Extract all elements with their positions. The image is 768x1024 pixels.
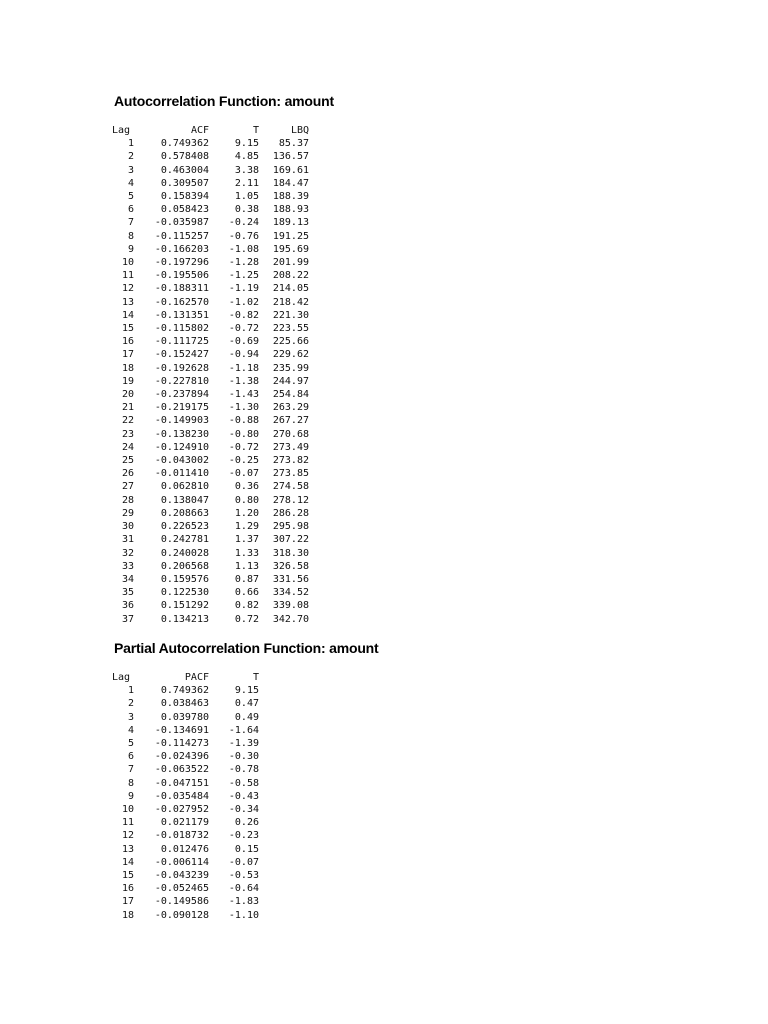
acf-cell-lag: 27	[121, 481, 134, 493]
acf-cell-lag: 28	[121, 494, 134, 506]
table-row	[112, 520, 309, 533]
acf-cell-lbq: 263.29	[272, 402, 309, 414]
acf-cell-lag: 30	[121, 521, 134, 533]
acf-cell-lbq: 218.42	[272, 296, 309, 308]
acf-cell-t: 1.29	[234, 521, 259, 533]
acf-cell-lag: 24	[121, 441, 134, 453]
acf-cell-acf: 0.242781	[160, 534, 209, 546]
table-row	[112, 586, 309, 599]
pacf-cell-t: -1.83	[228, 896, 259, 908]
acf-cell-lbq: 286.28	[272, 507, 309, 519]
pacf-cell-t: -0.78	[228, 764, 259, 776]
acf-cell-lbq: 318.30	[272, 547, 309, 559]
acf-header-lag: Lag	[112, 125, 131, 136]
pacf-cell-pacf: -0.149586	[154, 896, 209, 908]
acf-cell-lag: 8	[127, 230, 134, 242]
acf-cell-acf: 0.226523	[160, 521, 209, 533]
acf-cell-lbq: 214.05	[272, 283, 309, 295]
pacf-cell-pacf: 0.038463	[160, 698, 209, 710]
pacf-cell-t: -0.64	[228, 883, 259, 895]
pacf-cell-pacf: 0.021179	[160, 817, 209, 829]
acf-cell-lag: 19	[121, 375, 134, 387]
acf-cell-lbq: 339.08	[272, 600, 309, 612]
table-row	[112, 560, 309, 573]
acf-cell-lbq: 273.85	[272, 468, 309, 480]
acf-cell-acf: 0.749362	[160, 138, 209, 150]
pacf-cell-t: -0.23	[228, 830, 259, 842]
table-row	[112, 856, 259, 869]
table-row	[112, 599, 309, 612]
table-row	[112, 711, 259, 724]
acf-cell-acf: -0.111725	[154, 336, 209, 348]
acf-cell-lag: 32	[121, 547, 134, 559]
pacf-cell-t: -0.53	[228, 870, 259, 882]
acf-cell-acf: 0.151292	[160, 600, 209, 612]
pacf-cell-lag: 14	[121, 856, 134, 868]
acf-table	[112, 124, 309, 626]
pacf-cell-pacf: -0.114273	[154, 738, 209, 750]
acf-cell-t: 0.36	[234, 481, 259, 493]
pacf-cell-lag: 8	[127, 777, 134, 789]
pacf-cell-pacf: 0.039780	[160, 711, 209, 723]
acf-cell-t: -1.02	[228, 296, 259, 308]
acf-cell-lag: 1	[127, 138, 134, 150]
acf-cell-acf: -0.115257	[154, 230, 209, 242]
acf-cell-t: 1.05	[234, 191, 259, 203]
acf-cell-lbq: 244.97	[272, 375, 309, 387]
acf-cell-acf: -0.219175	[154, 402, 209, 414]
pacf-cell-t: -0.07	[228, 856, 259, 868]
pacf-cell-pacf: -0.134691	[154, 724, 209, 736]
acf-cell-lag: 26	[121, 468, 134, 480]
acf-cell-lag: 10	[121, 257, 134, 269]
pacf-header-lag: Lag	[112, 672, 131, 683]
table-row	[112, 737, 259, 750]
pacf-cell-lag: 13	[121, 843, 134, 855]
acf-cell-lbq: 201.99	[272, 257, 309, 269]
table-row	[112, 829, 259, 842]
acf-cell-lag: 11	[121, 270, 134, 282]
acf-cell-acf: -0.162570	[154, 296, 209, 308]
acf-cell-t: 1.33	[234, 547, 259, 559]
acf-cell-t: -0.72	[228, 441, 259, 453]
acf-cell-acf: -0.227810	[154, 375, 209, 387]
acf-cell-lbq: 229.62	[272, 349, 309, 361]
acf-cell-lbq: 191.25	[272, 230, 309, 242]
acf-cell-t: -1.19	[228, 283, 259, 295]
acf-cell-lag: 12	[121, 283, 134, 295]
table-row	[112, 909, 259, 922]
acf-cell-lbq: 136.57	[272, 151, 309, 163]
pacf-cell-pacf: 0.749362	[160, 685, 209, 697]
table-row	[112, 150, 309, 163]
table-row	[112, 480, 309, 493]
acf-cell-lbq: 208.22	[272, 270, 309, 282]
table-row	[112, 428, 309, 441]
acf-cell-t: 0.87	[234, 573, 259, 585]
acf-cell-lbq: 85.37	[278, 138, 309, 150]
acf-cell-lbq: 331.56	[272, 573, 309, 585]
table-row	[112, 816, 259, 829]
acf-cell-lbq: 254.84	[272, 389, 309, 401]
pacf-cell-t: -0.58	[228, 777, 259, 789]
pacf-cell-pacf: -0.043239	[154, 870, 209, 882]
acf-cell-lag: 4	[127, 177, 134, 189]
acf-cell-lag: 16	[121, 336, 134, 348]
acf-cell-lbq: 221.30	[272, 309, 309, 321]
acf-cell-t: -0.80	[228, 428, 259, 440]
acf-cell-lbq: 184.47	[272, 177, 309, 189]
acf-cell-lag: 37	[121, 613, 134, 625]
pacf-cell-t: -1.10	[228, 909, 259, 921]
acf-header-acf: ACF	[190, 125, 209, 136]
table-row	[112, 882, 259, 895]
table-row	[112, 684, 259, 697]
table-row	[112, 613, 309, 626]
acf-cell-lag: 3	[127, 164, 134, 176]
acf-cell-t: 1.20	[234, 507, 259, 519]
acf-cell-acf: -0.043002	[154, 455, 209, 467]
acf-cell-acf: 0.058423	[160, 204, 209, 216]
acf-cell-acf: -0.195506	[154, 270, 209, 282]
table-row	[112, 494, 309, 507]
acf-cell-t: 0.38	[234, 204, 259, 216]
acf-cell-acf: -0.131351	[154, 309, 209, 321]
acf-cell-t: -0.69	[228, 336, 259, 348]
pacf-cell-pacf: -0.018732	[154, 830, 209, 842]
acf-cell-t: -1.08	[228, 243, 259, 255]
table-row	[112, 414, 309, 427]
acf-cell-lbq: 223.55	[272, 323, 309, 335]
acf-cell-lbq: 195.69	[272, 243, 309, 255]
table-row	[112, 697, 259, 710]
pacf-cell-lag: 16	[121, 883, 134, 895]
acf-cell-acf: -0.011410	[154, 468, 209, 480]
table-row	[112, 454, 309, 467]
acf-cell-lbq: 334.52	[272, 587, 309, 599]
table-row	[112, 401, 309, 414]
acf-cell-t: -0.76	[228, 230, 259, 242]
pacf-table	[112, 671, 259, 922]
pacf-cell-pacf: -0.090128	[154, 909, 209, 921]
acf-cell-lbq: 189.13	[272, 217, 309, 229]
pacf-cell-pacf: -0.063522	[154, 764, 209, 776]
table-row	[112, 547, 309, 560]
table-row	[112, 533, 309, 546]
acf-cell-t: -1.30	[228, 402, 259, 414]
acf-cell-acf: -0.152427	[154, 349, 209, 361]
acf-cell-acf: 0.158394	[160, 191, 209, 203]
pacf-header-t: T	[252, 672, 259, 683]
table-row	[112, 362, 309, 375]
pacf-cell-t: 9.15	[234, 685, 259, 697]
acf-cell-lag: 9	[127, 243, 134, 255]
table-row	[112, 348, 309, 361]
acf-cell-acf: -0.166203	[154, 243, 209, 255]
acf-cell-acf: -0.188311	[154, 283, 209, 295]
acf-cell-t: -0.94	[228, 349, 259, 361]
pacf-header-row	[112, 671, 259, 684]
pacf-cell-lag: 1	[127, 685, 134, 697]
acf-cell-acf: -0.115802	[154, 323, 209, 335]
acf-cell-lag: 15	[121, 323, 134, 335]
acf-cell-t: -0.72	[228, 323, 259, 335]
table-row	[112, 309, 309, 322]
table-row	[112, 803, 259, 816]
table-row	[112, 869, 259, 882]
pacf-cell-lag: 18	[121, 909, 134, 921]
table-row	[112, 467, 309, 480]
pacf-cell-t: 0.47	[234, 698, 259, 710]
table-row	[112, 388, 309, 401]
acf-cell-lbq: 169.61	[272, 164, 309, 176]
table-row	[112, 282, 309, 295]
acf-cell-t: -0.88	[228, 415, 259, 427]
acf-header-row	[112, 124, 309, 137]
acf-cell-lag: 6	[127, 204, 134, 216]
pacf-cell-pacf: 0.012476	[160, 843, 209, 855]
pacf-cell-t: -0.30	[228, 751, 259, 763]
acf-cell-t: 1.37	[234, 534, 259, 546]
pacf-cell-lag: 12	[121, 830, 134, 842]
pacf-cell-t: -0.34	[228, 804, 259, 816]
table-row	[112, 750, 259, 763]
table-row	[112, 790, 259, 803]
pacf-cell-t: 0.26	[234, 817, 259, 829]
acf-cell-lbq: 278.12	[272, 494, 309, 506]
acf-cell-acf: 0.138047	[160, 494, 209, 506]
acf-header-lbq: LBQ	[290, 125, 309, 136]
table-row	[112, 335, 309, 348]
acf-cell-t: -1.28	[228, 257, 259, 269]
acf-cell-lag: 35	[121, 587, 134, 599]
acf-cell-t: 0.82	[234, 600, 259, 612]
table-row	[112, 763, 259, 776]
acf-cell-t: -0.25	[228, 455, 259, 467]
acf-cell-lag: 33	[121, 560, 134, 572]
acf-cell-lbq: 342.70	[272, 613, 309, 625]
acf-cell-acf: 0.463004	[160, 164, 209, 176]
acf-cell-lbq: 235.99	[272, 362, 309, 374]
table-row	[112, 216, 309, 229]
pacf-cell-lag: 7	[127, 764, 134, 776]
acf-cell-lag: 25	[121, 455, 134, 467]
pacf-cell-lag: 3	[127, 711, 134, 723]
acf-cell-lag: 36	[121, 600, 134, 612]
acf-cell-lbq: 273.49	[272, 441, 309, 453]
acf-cell-t: -1.25	[228, 270, 259, 282]
acf-cell-lag: 22	[121, 415, 134, 427]
acf-cell-lag: 29	[121, 507, 134, 519]
acf-cell-t: 2.11	[234, 177, 259, 189]
pacf-cell-pacf: -0.047151	[154, 777, 209, 789]
table-row	[112, 375, 309, 388]
acf-cell-lbq: 274.58	[272, 481, 309, 493]
acf-cell-acf: 0.240028	[160, 547, 209, 559]
acf-cell-lbq: 307.22	[272, 534, 309, 546]
pacf-cell-lag: 5	[127, 738, 134, 750]
pacf-cell-lag: 9	[127, 790, 134, 802]
pacf-cell-lag: 11	[121, 817, 134, 829]
acf-cell-acf: -0.138230	[154, 428, 209, 440]
pacf-cell-pacf: -0.027952	[154, 804, 209, 816]
table-row	[112, 243, 309, 256]
acf-cell-lbq: 267.27	[272, 415, 309, 427]
acf-cell-lag: 7	[127, 217, 134, 229]
pacf-section-title: Partial Autocorrelation Function: amount	[114, 640, 379, 656]
pacf-cell-lag: 10	[121, 804, 134, 816]
pacf-cell-t: -1.64	[228, 724, 259, 736]
acf-cell-t: -0.07	[228, 468, 259, 480]
table-row	[112, 296, 309, 309]
acf-cell-t: -1.43	[228, 389, 259, 401]
table-row	[112, 203, 309, 216]
table-row	[112, 843, 259, 856]
acf-cell-lbq: 188.93	[272, 204, 309, 216]
table-row	[112, 777, 259, 790]
acf-cell-acf: 0.159576	[160, 573, 209, 585]
acf-cell-lag: 13	[121, 296, 134, 308]
table-row	[112, 269, 309, 282]
table-row	[112, 137, 309, 150]
pacf-cell-lag: 4	[127, 724, 134, 736]
acf-cell-t: -0.82	[228, 309, 259, 321]
acf-cell-t: -1.18	[228, 362, 259, 374]
acf-cell-acf: -0.035987	[154, 217, 209, 229]
table-row	[112, 322, 309, 335]
acf-cell-t: 4.85	[234, 151, 259, 163]
pacf-cell-pacf: -0.052465	[154, 883, 209, 895]
acf-cell-lag: 2	[127, 151, 134, 163]
pacf-cell-pacf: -0.006114	[154, 856, 209, 868]
acf-cell-lbq: 188.39	[272, 191, 309, 203]
acf-cell-acf: 0.062810	[160, 481, 209, 493]
acf-cell-lbq: 326.58	[272, 560, 309, 572]
acf-cell-acf: 0.134213	[160, 613, 209, 625]
acf-cell-t: 0.80	[234, 494, 259, 506]
table-row	[112, 230, 309, 243]
table-row	[112, 256, 309, 269]
pacf-cell-lag: 2	[127, 698, 134, 710]
acf-header-t: T	[252, 125, 259, 136]
acf-cell-lbq: 270.68	[272, 428, 309, 440]
acf-cell-acf: -0.192628	[154, 362, 209, 374]
acf-cell-acf: 0.309507	[160, 177, 209, 189]
pacf-cell-t: -0.43	[228, 790, 259, 802]
acf-cell-lag: 18	[121, 362, 134, 374]
acf-cell-lag: 23	[121, 428, 134, 440]
acf-cell-lag: 5	[127, 191, 134, 203]
acf-cell-t: 1.13	[234, 560, 259, 572]
acf-cell-t: -1.38	[228, 375, 259, 387]
pacf-cell-lag: 15	[121, 870, 134, 882]
acf-cell-lag: 21	[121, 402, 134, 414]
table-row	[112, 177, 309, 190]
pacf-cell-t: 0.15	[234, 843, 259, 855]
acf-cell-acf: -0.197296	[154, 257, 209, 269]
acf-cell-lag: 20	[121, 389, 134, 401]
table-row	[112, 441, 309, 454]
pacf-header-pacf: PACF	[184, 672, 209, 683]
acf-cell-acf: 0.578408	[160, 151, 209, 163]
pacf-cell-lag: 6	[127, 751, 134, 763]
acf-cell-acf: 0.206568	[160, 560, 209, 572]
acf-cell-t: 0.72	[234, 613, 259, 625]
pacf-cell-lag: 17	[121, 896, 134, 908]
table-row	[112, 895, 259, 908]
acf-cell-t: 0.66	[234, 587, 259, 599]
acf-cell-t: 9.15	[234, 138, 259, 150]
table-row	[112, 507, 309, 520]
pacf-cell-t: 0.49	[234, 711, 259, 723]
table-row	[112, 573, 309, 586]
acf-cell-acf: -0.149903	[154, 415, 209, 427]
acf-cell-lbq: 295.98	[272, 521, 309, 533]
pacf-cell-pacf: -0.024396	[154, 751, 209, 763]
acf-section-title: Autocorrelation Function: amount	[114, 93, 334, 109]
acf-cell-t: 3.38	[234, 164, 259, 176]
acf-cell-acf: 0.122530	[160, 587, 209, 599]
acf-cell-lag: 14	[121, 309, 134, 321]
acf-cell-lbq: 273.82	[272, 455, 309, 467]
acf-cell-lag: 17	[121, 349, 134, 361]
acf-cell-acf: -0.237894	[154, 389, 209, 401]
table-row	[112, 164, 309, 177]
acf-cell-lbq: 225.66	[272, 336, 309, 348]
pacf-cell-t: -1.39	[228, 738, 259, 750]
acf-cell-t: -0.24	[228, 217, 259, 229]
acf-cell-lag: 34	[121, 573, 134, 585]
acf-cell-lag: 31	[121, 534, 134, 546]
table-row	[112, 724, 259, 737]
table-row	[112, 190, 309, 203]
acf-cell-acf: 0.208663	[160, 507, 209, 519]
pacf-cell-pacf: -0.035484	[154, 790, 209, 802]
acf-cell-acf: -0.124910	[154, 441, 209, 453]
